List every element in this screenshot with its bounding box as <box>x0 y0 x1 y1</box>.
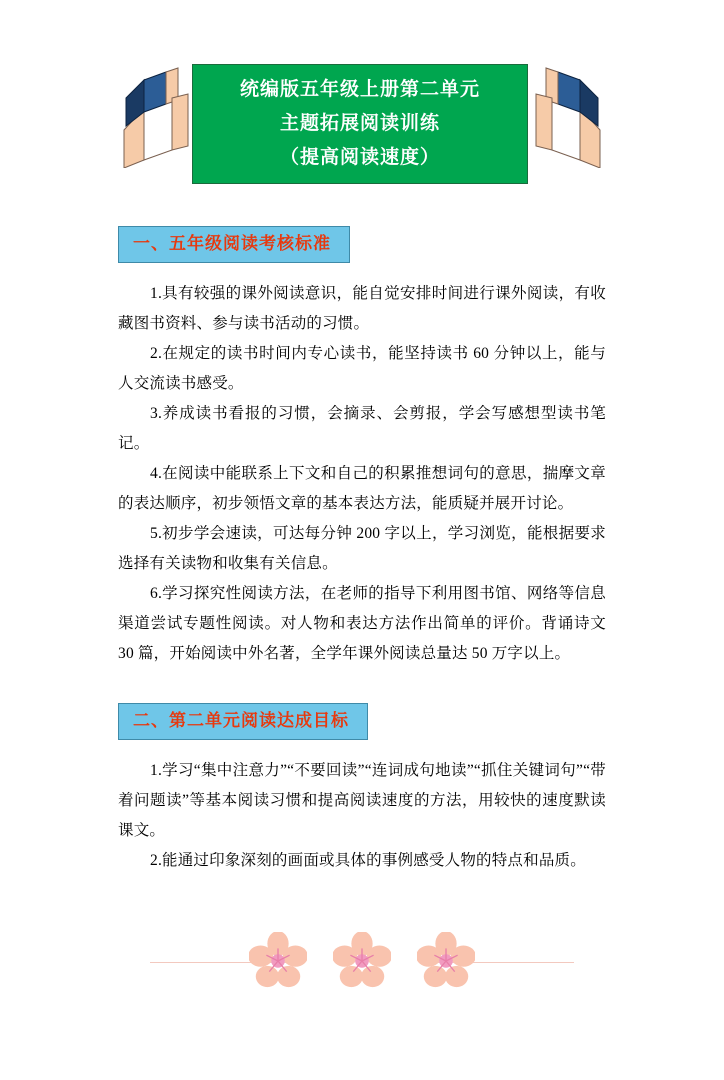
paragraph: 5.初步学会速读，可达每分钟 200 字以上，学习浏览，能根据要求选择有关读物和收集有关信息。 <box>118 525 606 572</box>
paragraph: 3.养成读书看报的习惯，会摘录、会剪报，学会写感想型读书笔记。 <box>118 405 606 452</box>
section-2-body <box>0 756 724 876</box>
section-heading-2-text: 二、第二单元阅读达成目标 <box>133 711 349 730</box>
section-heading-1-box <box>118 226 350 263</box>
flower-icon <box>249 932 307 990</box>
book-stack-icon <box>528 64 606 168</box>
paragraph: 1.具有较强的课外阅读意识，能自觉安排时间进行课外阅读，有收藏图书资料、参与读书活动的习惯。 <box>118 285 606 332</box>
paragraph: 2.能通过印象深刻的画面或具体的事例感受人物的特点和品质。 <box>150 852 586 869</box>
section-1-body <box>0 279 724 669</box>
section-heading-1-text: 一、五年级阅读考核标准 <box>133 234 331 253</box>
title-line-3: （提高阅读速度） <box>279 147 440 168</box>
document-title-banner <box>192 64 528 184</box>
document-page <box>0 56 724 1080</box>
flower-icon <box>417 932 475 990</box>
flower-icon <box>333 932 391 990</box>
book-stack-icon <box>118 64 196 168</box>
paragraph: 2.在规定的读书时间内专心读书，能坚持读书 60 分钟以上，能与人交流读书感受。 <box>118 345 606 392</box>
title-block <box>0 56 724 192</box>
paragraph: 6.学习探究性阅读方法，在老师的指导下利用图书馆、网络等信息渠道尝试专题性阅读。对人物和表达方法作出简单的评价。背诵诗文 30 篇，开始阅读中外名著，全学年课外阅读总量达 50 万字以上。 <box>118 585 606 662</box>
paragraph: 4.在阅读中能联系上下文和自己的积累推想词句的意思，揣摩文章的表达顺序，初步领悟文章的基本表达方法，能质疑并展开讨论。 <box>118 465 606 512</box>
title-line-2: 主题拓展阅读训练 <box>279 113 440 134</box>
section-heading-2-box <box>118 703 368 740</box>
flower-row <box>0 932 724 990</box>
section-heading-1 <box>0 226 724 263</box>
footer-decoration <box>0 932 724 992</box>
section-heading-2 <box>0 703 724 740</box>
title-line-1: 统编版五年级上册第二单元 <box>239 79 480 100</box>
paragraph: 1.学习“集中注意力”“不要回读”“连词成句地读”“抓住关键词句”“带着问题读”等基本阅读习惯和提高阅读速度的方法，用较快的速度默读课文。 <box>118 762 606 839</box>
